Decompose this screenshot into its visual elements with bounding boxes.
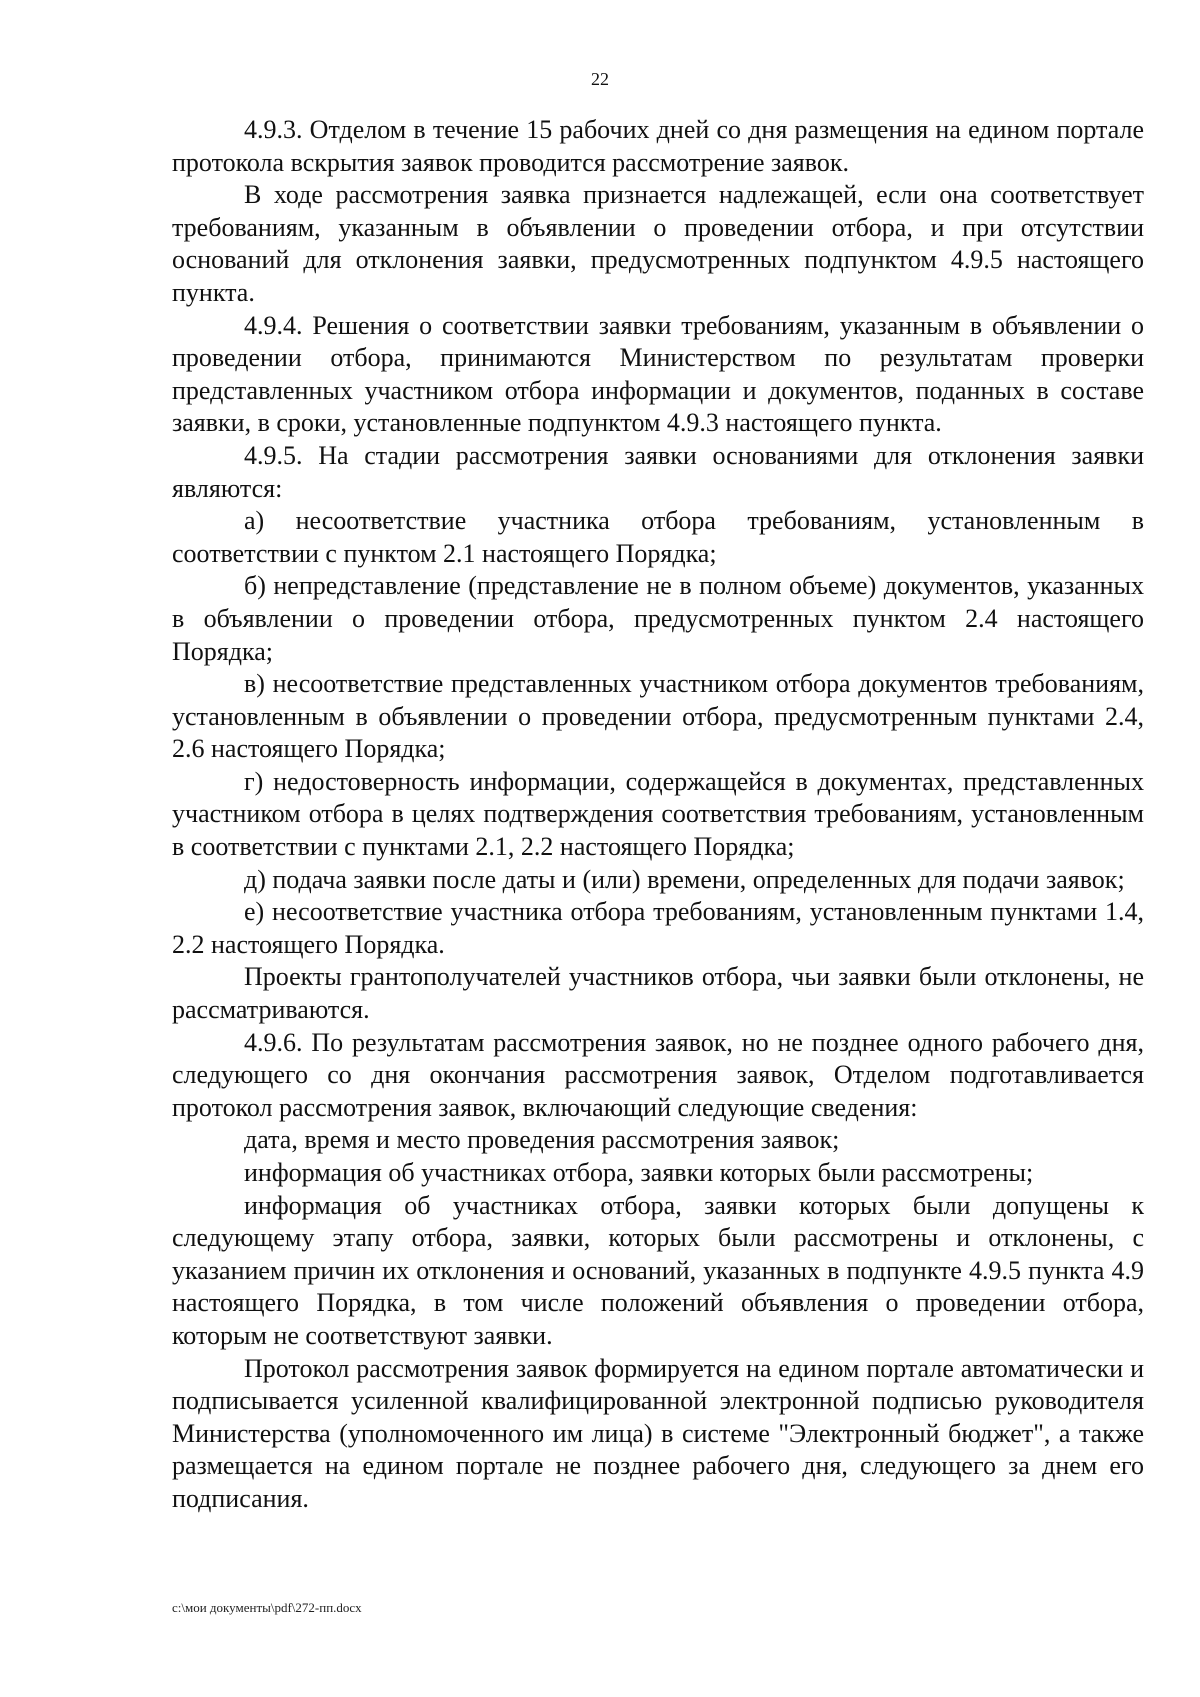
paragraph: г) недостоверность информации, содержащейся в документах, представленных участником отбора в целях подтверждения соответствия требованиям, установленным в соответствии с пунктами 2.1, 2.2 настоящего Порядка; xyxy=(172,766,1144,862)
document-body xyxy=(172,114,1144,1516)
paragraph: а) несоответствие участника отбора требованиям, установленным в соответствии с пунктом 2.1 настоящего Порядка; xyxy=(172,506,1144,568)
paragraph: 4.9.4. Решения о соответствии заявки требованиям, указанным в объявлении о проведении отбора, принимаются Министерством по результатам проверки представленных участником отбора информации и документов, поданных в составе заявки, в сроки, установленные подпунктом 4.9.3 настоящего пункта. xyxy=(172,310,1144,438)
paragraph: Протокол рассмотрения заявок формируется на едином портале автоматически и подписывается усиленной квалифицированной электронной подписью руководителя Министерства (уполномоченного им лица) в системе "Электронный бюджет", а также размещается на едином портале не позднее рабочего дня, следующего за днем его подписания. xyxy=(172,1353,1144,1513)
paragraph: б) непредставление (представление не в полном объеме) документов, указанных в объявлении о проведении отбора, предусмотренных пунктом 2.4 настоящего Порядка; xyxy=(172,571,1144,666)
paragraph: е) несоответствие участника отбора требованиям, установленным пунктами 1.4, 2.2 настоящего Порядка. xyxy=(172,897,1144,959)
paragraph: в) несоответствие представленных участником отбора документов требованиям, установленным в объявлении о проведении отбора, предусмотренным пунктами 2.4, 2.6 настоящего Порядка; xyxy=(172,669,1144,764)
paragraph: Проекты грантополучателей участников отбора, чьи заявки были отклонены, не рассматриваются. xyxy=(172,962,1144,1025)
paragraph: дата, время и место проведения рассмотрения заявок; xyxy=(244,1125,840,1155)
paragraph: 4.9.6. По результатам рассмотрения заявок, но не позднее одного рабочего дня, следующего со дня окончания рассмотрения заявок, Отделом подготавливается протокол рассмотрения заявок, включающий следующие сведения: xyxy=(172,1027,1144,1122)
page-number: 22 xyxy=(591,69,609,89)
paragraph: 4.9.5. На стадии рассмотрения заявки основаниями для отклонения заявки являются: xyxy=(172,440,1144,503)
paragraph: информация об участниках отбора, заявки которых были рассмотрены; xyxy=(244,1158,1034,1187)
paragraph: д) подача заявки после даты и (или) времени, определенных для подачи заявок; xyxy=(244,864,1125,894)
paragraph: информация об участниках отбора, заявки которых были допущены к следующему этапу отбора, заявки, которых были рассмотрены и отклонены, с указанием причин их отклонения и оснований, указанных в подпункте 4.9.5 пункта 4.9 настоящего Порядка, в том числе положений объявления о проведении отбора, которым не соответствуют заявки. xyxy=(172,1190,1144,1350)
footer-file-path: c:\мои документы\pdf\272-пп.docx xyxy=(172,1600,362,1615)
paragraph: В ходе рассмотрения заявка признается надлежащей, если она соответствует требованиям, указанным в объявлении о проведении отбора, и при отсутствии оснований для отклонения заявки, предусмотренных подпунктом 4.9.5 настоящего пункта. xyxy=(172,180,1144,307)
paragraph: 4.9.3. Отделом в течение 15 рабочих дней со дня размещения на едином портале протокола вскрытия заявок проводится рассмотрение заявок. xyxy=(172,115,1144,177)
